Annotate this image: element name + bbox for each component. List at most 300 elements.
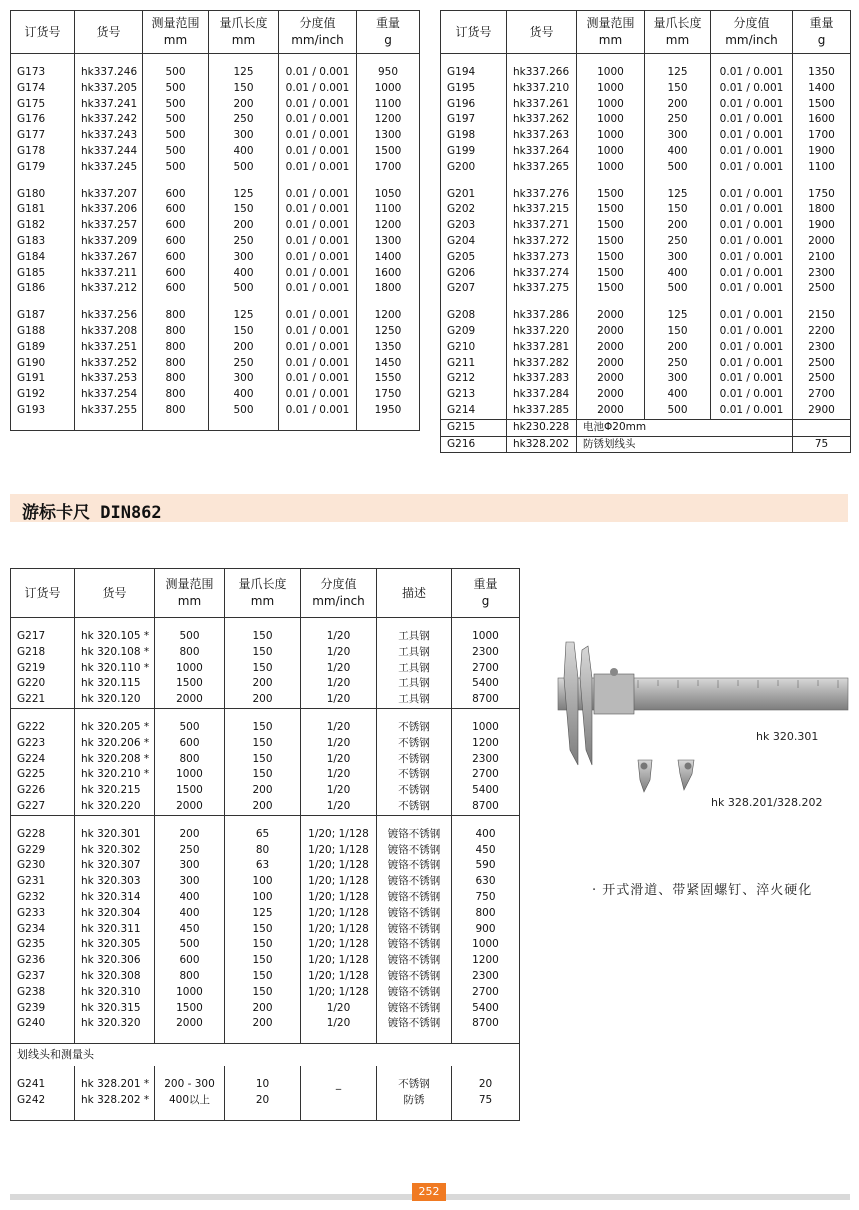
table-cell: hk 320.215: [75, 783, 155, 799]
table-row: [11, 799, 520, 815]
table-row: [441, 403, 851, 419]
table-cell: 800: [155, 969, 225, 985]
table-cell: hk337.281: [507, 340, 577, 356]
table-row: [11, 767, 520, 783]
table-cell: hk 320.205 *: [75, 720, 155, 736]
table-row: [11, 661, 520, 677]
table-cell: hk 320.105 *: [75, 629, 155, 645]
column-header: [357, 11, 420, 54]
table-row: [11, 1001, 520, 1017]
table-row: [441, 340, 851, 356]
table-cell: 1750: [357, 387, 420, 403]
table-cell: G227: [17, 799, 46, 812]
table-cell: 65: [225, 827, 301, 843]
table-cell: hk337.206: [75, 202, 143, 218]
table-cell: hk 320.310: [75, 985, 155, 1001]
table-cell: 1/20: [301, 783, 377, 799]
table-cell: 63: [225, 858, 301, 874]
table-cell: hk 320.206 *: [75, 736, 155, 752]
column-header-label: 分度值: [320, 577, 357, 591]
table-cell: G229: [17, 843, 46, 856]
table-cell: G242: [17, 1093, 46, 1106]
table-cell: 0.01 / 0.001: [279, 97, 357, 113]
table-cell: 2300: [452, 752, 520, 768]
table-cell: hk337.276: [507, 187, 577, 203]
table-cell: G180: [17, 187, 46, 200]
table-cell: G218: [17, 645, 46, 658]
table-cell: 500: [143, 112, 209, 128]
table-row: [441, 144, 851, 160]
table-cell: 75: [793, 436, 851, 453]
table-cell: 500: [143, 65, 209, 81]
table-cell: 5400: [452, 1001, 520, 1017]
table-cell: G226: [17, 784, 46, 797]
table-cell: hk337.285: [507, 403, 577, 419]
table-cell: 20: [225, 1093, 301, 1109]
table-cell: 2700: [452, 767, 520, 783]
table-cell: 1/20; 1/128: [301, 922, 377, 938]
table-cell: 0.01 / 0.001: [711, 387, 793, 403]
table-cell: 600: [143, 202, 209, 218]
table-cell: G236: [17, 954, 46, 967]
table-cell: hk 320.308: [75, 969, 155, 985]
table-cell: 300: [645, 128, 711, 144]
table-cell: hk337.274: [507, 266, 577, 282]
table-cell: 250: [645, 112, 711, 128]
table-cell: 800: [452, 906, 520, 922]
table-cell: 250: [209, 234, 279, 250]
table-cell: 0.01 / 0.001: [711, 81, 793, 97]
table-cell: 400: [209, 144, 279, 160]
table-cell: 1900: [793, 218, 851, 234]
column-header-label: 货号: [529, 24, 554, 39]
table-cell: 0.01 / 0.001: [279, 112, 357, 128]
table-cell: G187: [17, 309, 46, 322]
table-cell: 0.01 / 0.001: [279, 160, 357, 176]
table-cell: 1200: [357, 218, 420, 234]
spacer-row: [11, 297, 420, 308]
table-cell: 镀铬不锈钢: [377, 937, 452, 953]
table-cell: 800: [143, 340, 209, 356]
table-cell: 1500: [577, 187, 645, 203]
table-row: [441, 218, 851, 234]
table-cell: 400以上: [155, 1093, 225, 1109]
table-cell: G195: [447, 81, 476, 94]
table-cell: 200: [225, 1016, 301, 1032]
table-row: [11, 1077, 520, 1093]
table-cell: hk 320.307: [75, 858, 155, 874]
table-cell: G191: [17, 372, 46, 385]
table-cell: 1/20: [301, 767, 377, 783]
table-cell: 0.01 / 0.001: [279, 387, 357, 403]
table-row: [11, 266, 420, 282]
table-cell: hk337.209: [75, 234, 143, 250]
table-cell: 200: [225, 783, 301, 799]
table-cell: 400: [645, 387, 711, 403]
table-cell: 1700: [793, 128, 851, 144]
table-cell: 0.01 / 0.001: [279, 266, 357, 282]
table-cell: 1500: [577, 281, 645, 297]
table-cell: hk337.241: [75, 97, 143, 113]
table-cell: G201: [447, 187, 476, 200]
table-row: [11, 676, 520, 692]
table-cell: G223: [17, 736, 46, 749]
table-cell: 2000: [577, 356, 645, 372]
table-cell: 0.01 / 0.001: [279, 81, 357, 97]
table-cell: hk337.215: [507, 202, 577, 218]
table-row: [11, 1093, 520, 1109]
column-header: [711, 11, 793, 54]
spacer-row: [11, 176, 420, 187]
table-cell: 0.01 / 0.001: [711, 112, 793, 128]
table-cell: _: [301, 1077, 377, 1093]
table-cell: 20: [452, 1077, 520, 1093]
table-cell: 1000: [577, 128, 645, 144]
table-cell: 800: [143, 371, 209, 387]
table-cell: hk 320.120: [75, 692, 155, 708]
column-header-unit: mm/inch: [725, 33, 778, 47]
table-cell: 1000: [357, 81, 420, 97]
table-cell: 0.01 / 0.001: [711, 281, 793, 297]
table-cell: 2300: [452, 645, 520, 661]
table-row: [11, 922, 520, 938]
table-cell: G213: [447, 388, 476, 401]
table-cell: G193: [17, 403, 46, 416]
table-cell: 600: [143, 266, 209, 282]
table-row: [11, 97, 420, 113]
table-cell: 0.01 / 0.001: [279, 234, 357, 250]
table-cell: G196: [447, 97, 476, 110]
column-header: [155, 569, 225, 618]
table-cell: 工具钢: [377, 629, 452, 645]
table-cell: hk337.245: [75, 160, 143, 176]
table-cell: 125: [645, 308, 711, 324]
table-cell: 防锈划线头: [577, 436, 793, 453]
table-cell: 0.01 / 0.001: [279, 65, 357, 81]
table-cell: 2000: [577, 324, 645, 340]
table-cell: 1000: [155, 767, 225, 783]
table-cell: 500: [209, 281, 279, 297]
column-header-unit: mm: [177, 594, 202, 608]
table-cell: G203: [447, 219, 476, 232]
column-header-unit: g: [481, 594, 490, 608]
table-cell: hk 328.201 *: [75, 1077, 155, 1093]
table-cell: 1000: [155, 985, 225, 1001]
table-cell: 0.01 / 0.001: [711, 160, 793, 176]
table-cell: 镀铬不锈钢: [377, 874, 452, 890]
table-cell: 150: [225, 937, 301, 953]
table-cell: 8700: [452, 799, 520, 815]
table-row: [11, 112, 420, 128]
table-cell: 1200: [452, 953, 520, 969]
column-header-label: 测量范围: [165, 577, 214, 591]
table-cell: 2000: [577, 371, 645, 387]
table-cell: G184: [17, 250, 46, 263]
table-cell: 150: [225, 629, 301, 645]
table-row: [11, 308, 420, 324]
table-cell: 200: [645, 218, 711, 234]
table-cell: 150: [645, 81, 711, 97]
table-cell: hk337.211: [75, 266, 143, 282]
page-number: 252: [412, 1183, 446, 1201]
table-cell: 900: [452, 922, 520, 938]
column-header: [301, 569, 377, 618]
table-cell: 工具钢: [377, 661, 452, 677]
table-cell: 1700: [357, 160, 420, 176]
table-cell: G189: [17, 340, 46, 353]
table-cell: 1500: [577, 218, 645, 234]
table-cell: 2300: [793, 340, 851, 356]
table-cell: G190: [17, 356, 46, 369]
table-cell: 500: [209, 403, 279, 419]
table-row: [441, 97, 851, 113]
table-row: [11, 371, 420, 387]
table-cell: 1200: [357, 112, 420, 128]
table-row: [11, 752, 520, 768]
table-cell: 1350: [357, 340, 420, 356]
caption-heads: hk 328.201/328.202: [711, 796, 823, 809]
table-cell: G174: [17, 81, 46, 94]
table-row: [11, 1016, 520, 1032]
table-cell: 200: [225, 676, 301, 692]
table-cell: 1/20: [301, 629, 377, 645]
table-cell: 1500: [357, 144, 420, 160]
table-cell: 1000: [452, 720, 520, 736]
table-cell: 不锈钢: [377, 752, 452, 768]
column-header-label: 货号: [102, 585, 127, 600]
table-cell: 1/20: [301, 692, 377, 708]
column-header: [279, 11, 357, 54]
table-cell: 1/20; 1/128: [301, 843, 377, 859]
table-cell: 150: [645, 324, 711, 340]
table-cell: 2000: [577, 403, 645, 419]
table-cell: hk337.212: [75, 281, 143, 297]
table-cell: 1/20; 1/128: [301, 937, 377, 953]
table-cell: 1350: [793, 65, 851, 81]
table-cell: 1500: [577, 250, 645, 266]
table-cell: 工具钢: [377, 692, 452, 708]
table-cell: 800: [143, 403, 209, 419]
table-cell: 150: [209, 81, 279, 97]
table-cell: hk 320.110 *: [75, 661, 155, 677]
table-row: [11, 187, 420, 203]
table-cell: 10: [225, 1077, 301, 1093]
table-cell: G186: [17, 282, 46, 295]
table-cell: 1000: [577, 97, 645, 113]
column-header-label: 量爪长度: [219, 16, 268, 30]
table-cell: hk 320.320: [75, 1016, 155, 1032]
table-cell: 0.01 / 0.001: [711, 202, 793, 218]
table-cell: 0.01 / 0.001: [279, 308, 357, 324]
table-cell: 1800: [793, 202, 851, 218]
table-cell: G183: [17, 234, 46, 247]
table-cell: 400: [155, 906, 225, 922]
table-cell: 0.01 / 0.001: [711, 234, 793, 250]
table-cell: hk 320.208 *: [75, 752, 155, 768]
table-din862: [10, 568, 520, 1121]
table-cell: 250: [155, 843, 225, 859]
table-cell: G210: [447, 340, 476, 353]
spacer-row: [441, 297, 851, 308]
table-row: [11, 160, 420, 176]
table-cell: hk337.265: [507, 160, 577, 176]
table-left: [10, 10, 420, 431]
table-cell: hk 320.301: [75, 827, 155, 843]
spacer-row: [11, 419, 420, 431]
table-cell: 150: [209, 202, 279, 218]
column-header-label: 重量: [473, 577, 498, 591]
table-cell: 1300: [357, 128, 420, 144]
table-cell: 950: [357, 65, 420, 81]
spacer-row: [11, 618, 520, 630]
table-cell: 300: [209, 128, 279, 144]
table-cell: 2000: [793, 234, 851, 250]
table-cell: 200: [645, 97, 711, 113]
table-cell: 150: [645, 202, 711, 218]
table-row: [441, 356, 851, 372]
table-cell: G194: [447, 66, 476, 78]
table-cell: 400: [155, 890, 225, 906]
table-cell: 1550: [357, 371, 420, 387]
table-right: [440, 10, 851, 453]
table-cell: 300: [155, 858, 225, 874]
table-cell: 0.01 / 0.001: [279, 144, 357, 160]
spacer-row: [11, 1032, 520, 1044]
table-cell: 500: [645, 160, 711, 176]
table-cell: 600: [143, 187, 209, 203]
table-cell: 不锈钢: [377, 1077, 452, 1093]
column-header: [793, 11, 851, 54]
table-cell: hk337.256: [75, 308, 143, 324]
table-cell: 1100: [793, 160, 851, 176]
table-cell: 300: [645, 250, 711, 266]
table-cell: G202: [447, 203, 476, 216]
table-cell: hk337.207: [75, 187, 143, 203]
column-header: [377, 569, 452, 618]
table-cell: 1/20; 1/128: [301, 827, 377, 843]
table-cell: 1450: [357, 356, 420, 372]
table-cell: 800: [143, 387, 209, 403]
table-cell: hk337.242: [75, 112, 143, 128]
table-cell: 镀铬不锈钢: [377, 890, 452, 906]
table-row: [11, 387, 420, 403]
table-row: [441, 65, 851, 81]
column-header: [75, 569, 155, 618]
table-cell: 不锈钢: [377, 799, 452, 815]
table-cell: 5400: [452, 783, 520, 799]
table-cell: 1000: [577, 144, 645, 160]
table-cell: hk 320.314: [75, 890, 155, 906]
column-header: [441, 11, 507, 54]
column-header-label: 量爪长度: [238, 577, 287, 591]
table-cell: hk 320.303: [75, 874, 155, 890]
table-cell: 450: [155, 922, 225, 938]
table-cell: G214: [447, 403, 476, 416]
spacer-row: [11, 54, 420, 66]
table-row: [441, 202, 851, 218]
table-cell: hk337.266: [507, 65, 577, 81]
table-cell: 1500: [155, 1001, 225, 1017]
table-cell: 200: [225, 692, 301, 708]
table-cell: G177: [17, 129, 46, 142]
table-cell: 0.01 / 0.001: [711, 97, 793, 113]
table-cell: 1000: [577, 112, 645, 128]
column-header: [11, 11, 75, 54]
column-header: [11, 569, 75, 618]
table-cell: G188: [17, 324, 46, 337]
table-cell: 75: [452, 1093, 520, 1109]
column-header-label: 订货号: [455, 24, 492, 39]
table-cell: G228: [17, 827, 46, 840]
table-cell: 1950: [357, 403, 420, 419]
section-title: 游标卡尺 DIN862: [22, 503, 162, 523]
column-header-label: 测量范围: [151, 16, 200, 30]
table-cell: 125: [209, 308, 279, 324]
table-cell: G200: [447, 160, 476, 173]
table-row: [11, 128, 420, 144]
table-cell: G215: [441, 419, 507, 436]
table-cell: 镀铬不锈钢: [377, 953, 452, 969]
spacer-row: [11, 708, 520, 720]
column-header-label: 重量: [375, 16, 400, 30]
table-cell: 防锈: [377, 1093, 452, 1109]
table-cell: 0.01 / 0.001: [711, 340, 793, 356]
table-cell: 1500: [577, 234, 645, 250]
table-cell: 125: [225, 906, 301, 922]
table-row: [11, 843, 520, 859]
table-cell: hk 320.304: [75, 906, 155, 922]
table-cell: 400: [209, 266, 279, 282]
table-cell: 2000: [577, 340, 645, 356]
table-cell: 1/20; 1/128: [301, 969, 377, 985]
table-cell: hk337.263: [507, 128, 577, 144]
table-cell: hk337.205: [75, 81, 143, 97]
table-cell: 150: [225, 645, 301, 661]
table-cell: hk337.272: [507, 234, 577, 250]
table-cell: 200: [209, 218, 279, 234]
table-cell: 0.01 / 0.001: [711, 371, 793, 387]
table-cell: 1500: [577, 266, 645, 282]
table-cell: hk337.208: [75, 324, 143, 340]
table-cell: 200: [225, 1001, 301, 1017]
table-cell: 镀铬不锈钢: [377, 985, 452, 1001]
table-cell: 工具钢: [377, 676, 452, 692]
table-row: [11, 827, 520, 843]
column-header-unit: mm: [231, 33, 256, 47]
table-cell: 1200: [452, 736, 520, 752]
column-header-label: 测量范围: [586, 16, 635, 30]
table-row: [11, 692, 520, 708]
table-cell: 1250: [357, 324, 420, 340]
table-cell: G176: [17, 113, 46, 126]
table-cell: 镀铬不锈钢: [377, 1016, 452, 1032]
table-cell: 600: [143, 250, 209, 266]
table-row: [441, 387, 851, 403]
table-cell: 125: [209, 187, 279, 203]
table-cell: 0.01 / 0.001: [711, 308, 793, 324]
table-row: [441, 266, 851, 282]
table-row: [11, 250, 420, 266]
table-cell: 150: [209, 324, 279, 340]
spacer-row: [11, 1066, 520, 1077]
table-cell: 0.01 / 0.001: [711, 144, 793, 160]
table-cell: G173: [17, 66, 46, 78]
column-header: [507, 11, 577, 54]
table-cell: 1/20; 1/128: [301, 858, 377, 874]
column-header-label: 分度值: [733, 16, 770, 30]
table-cell: hk337.271: [507, 218, 577, 234]
table-cell: 1500: [155, 676, 225, 692]
